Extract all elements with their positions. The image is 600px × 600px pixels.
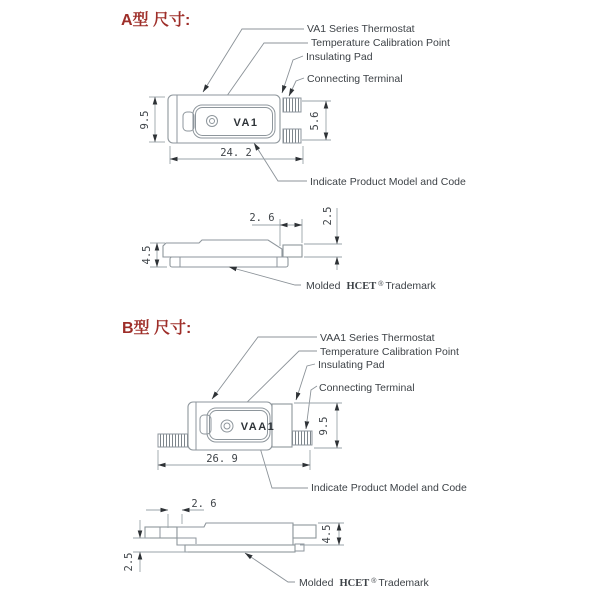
label-series-thermostat: VAA1 Series Thermostat [320,332,435,344]
type-b-heading: B型 尺寸: [122,320,192,337]
type-b-section [122,319,467,589]
dim-text: 4.5 [321,524,333,544]
leader-connecting-terminal [289,78,304,96]
dim-body-length [170,146,303,164]
terminal-lower [283,129,301,143]
label-molded-trademark [306,280,437,292]
dim-text: 2.5 [123,552,135,572]
leader-connecting-terminal [306,386,317,429]
leader-series [203,29,304,92]
molded-prefix: Molded [306,280,341,292]
part-label: VAA1 [240,421,276,433]
part-label: VA1 [233,117,259,129]
dim-body-length [158,450,310,470]
side-base-plate [170,257,288,267]
type-a-side-view [163,240,302,267]
dim-text: 26. 9 [206,453,238,465]
dim-body-height [139,97,165,142]
dim-terminal-span [302,101,331,140]
terminal-upper [283,98,301,112]
dim-text: 2. 6 [249,212,275,224]
registered-mark: ® [371,578,377,585]
type-a-heading: A型 尺寸: [121,12,191,29]
side-body-outline [163,240,282,257]
type-b-top-view [158,402,312,450]
dim-text: 4.5 [141,245,153,265]
label-connecting-terminal: Connecting Terminal [307,73,403,85]
side-terminal [283,245,302,257]
label-series-thermostat: VA1 Series Thermostat [307,23,415,35]
side-terminal-right [293,525,316,538]
molded-suffix: Trademark [378,577,429,589]
type-a-section [121,11,466,292]
side-body-outline [177,523,293,545]
label-model-code: Indicate Product Model and Code [310,176,466,188]
leader-series [212,337,317,399]
label-model-code: Indicate Product Model and Code [311,482,467,494]
dim-text: 5.6 [309,111,321,131]
leader-molded-trademark [229,267,301,285]
label-insulating-pad: Insulating Pad [306,51,373,63]
dim-text: 2.5 [322,206,334,226]
dim-text: 9.5 [318,416,330,436]
terminal-right [292,431,312,445]
label-calibration-point: Temperature Calibration Point [320,346,459,358]
dim-text: 2. 6 [191,498,217,510]
label-molded-trademark [299,577,430,589]
leader-insulating-pad [296,364,315,400]
side-base-plate [185,545,295,552]
dim-text: 24. 2 [220,147,252,159]
type-a-top-view [168,95,301,143]
type-b-side-view [145,523,316,552]
registered-mark: ® [378,281,384,288]
terminal-left [158,434,188,447]
dim-side-terminal-offset [304,207,342,270]
side-terminal-left [145,527,177,538]
leader-molded-trademark [245,553,295,582]
label-insulating-pad: Insulating Pad [318,359,385,371]
label-connecting-terminal: Connecting Terminal [319,382,415,394]
label-calibration-point: Temperature Calibration Point [311,37,450,49]
dim-text: 9.5 [139,110,151,130]
brand-name: HCET [339,578,370,589]
molded-prefix: Molded [299,577,334,589]
leader-model-code [254,143,307,181]
brand-name: HCET [346,281,377,292]
molded-suffix: Trademark [385,280,436,292]
